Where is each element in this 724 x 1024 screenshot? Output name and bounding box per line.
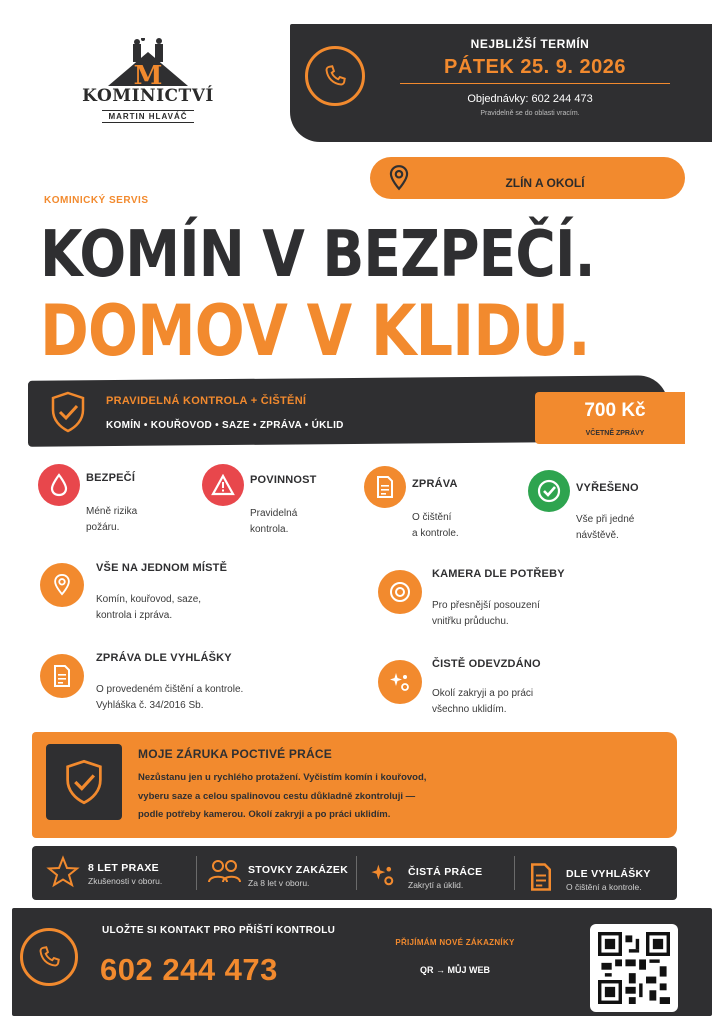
next-term-label: NEJBLIŽŠÍ TERMÍN [470,37,590,51]
feature-text: O čištění a kontrole. [412,512,459,539]
band-items: KOMÍN • KOUŘOVOD • SAZE • ZPRÁVA • ÚKLID [106,420,344,431]
document-icon [40,654,84,698]
headline-line2: DOMOV V KLIDU. [40,290,590,372]
star-icon [46,855,80,894]
check-icon [528,470,570,512]
qr-code[interactable] [590,924,678,1012]
stat-item: DLE VYHLÁŠKY O čištění a kontrole. [566,868,651,892]
qr-web-label: QR → MŮJ WEB [419,965,490,975]
feature-text: Méně rizika požáru. [86,506,138,533]
guarantee-text: Nezůstanu jen u rychlého protažení. Vyčistím komín i kouřovod, vyberu saze a celou spalinovou cestu důkladně zkontroluji — podle potřeby kamerou. Okolí zakryji a po práci uklidím. [138,772,427,821]
section-title: ZPRÁVA DLE VYHLÁŠKY [96,652,232,664]
section-title: VŠE NA JEDNOM MÍSTĚ [96,562,228,574]
phone-icon [305,46,365,106]
shield-check-icon [48,390,88,439]
feature-title: BEZPEČÍ [86,472,136,484]
phone-icon [20,928,78,986]
feature-title: ZPRÁVA [412,478,458,490]
section-text: Komín, kouřovod, saze, kontrola i zpráva. [96,594,202,621]
stat-item: ČISTÁ PRÁCE Zakrytí a úklid. [408,866,483,890]
qr-code-icon [598,932,670,1004]
divider [356,856,357,890]
chimney-house-icon [103,38,193,88]
feature-text: Pravidelná kontrola. [250,508,298,535]
orders-phone: Objednávky: 602 244 473 [467,93,593,105]
divider [514,856,515,890]
next-term-date: PÁTEK 25. 9. 2026 [400,56,670,84]
sparkle-icon [378,660,422,704]
drop-icon [38,464,80,506]
headline-line1: KOMÍN V BEZPEČÍ. [40,218,595,292]
term-note: Pravidelně se do oblasti vracím. [480,110,580,117]
feature-title: VYŘEŠENO [576,482,639,494]
phone-number-link[interactable]: 602 244 473 [100,952,278,987]
section-title: KAMERA DLE POTŘEBY [432,568,565,580]
camera-icon [378,570,422,614]
feature-title: POVINNOST [250,474,317,486]
warning-icon [202,464,244,506]
new-customers-text: PŘIJÍMÁM NOVÉ ZÁKAZNÍKY [395,938,515,947]
company-logo [78,38,218,133]
price: 700 Kč [584,400,646,421]
location-pin-icon [386,164,412,192]
document-icon [364,466,406,508]
band-title: PRAVIDELNÁ KONTROLA + ČIŠTĚNÍ [106,395,307,407]
guarantee-title: MOJE ZÁRUKA POCTIVÉ PRÁCE [138,747,332,761]
divider [196,856,197,890]
people-icon [206,858,242,891]
service-kicker: KOMINICKÝ SERVIS [44,195,149,206]
logo-subtitle: MARTIN HLAVÁČ [102,110,193,123]
section-title: ČISTĚ ODEVZDÁNO [432,658,541,670]
location-text: ZLÍN A OKOLÍ [505,176,585,190]
price-note: VČETNĚ ZPRÁVY [585,430,645,437]
save-contact-text: ULOŽTE SI KONTAKT PRO PŘÍŠTÍ KONTROLU [102,925,336,936]
section-text: O provedeném čištění a kontrole. Vyhláška č. 34/2016 Sb. [96,684,244,711]
section-text: Okolí zakryji a po práci všechno uklidím. [432,688,534,715]
logo-name: KOMINICTVÍ [82,86,214,106]
section-text: Pro přesnější posouzení vnitřku průduchu. [432,600,540,627]
sparkle-icon [368,860,398,895]
stat-item: STOVKY ZAKÁZEK Za 8 let v oboru. [248,864,349,888]
svg-text:M: M [133,61,163,88]
feature-text: Vše při jedné návštěvě. [576,514,635,541]
document-icon [528,862,554,897]
pin-icon [40,563,84,607]
shield-check-icon [46,744,122,820]
stat-item: 8 LET PRAXE Zkušenosti v oboru. [88,862,163,886]
